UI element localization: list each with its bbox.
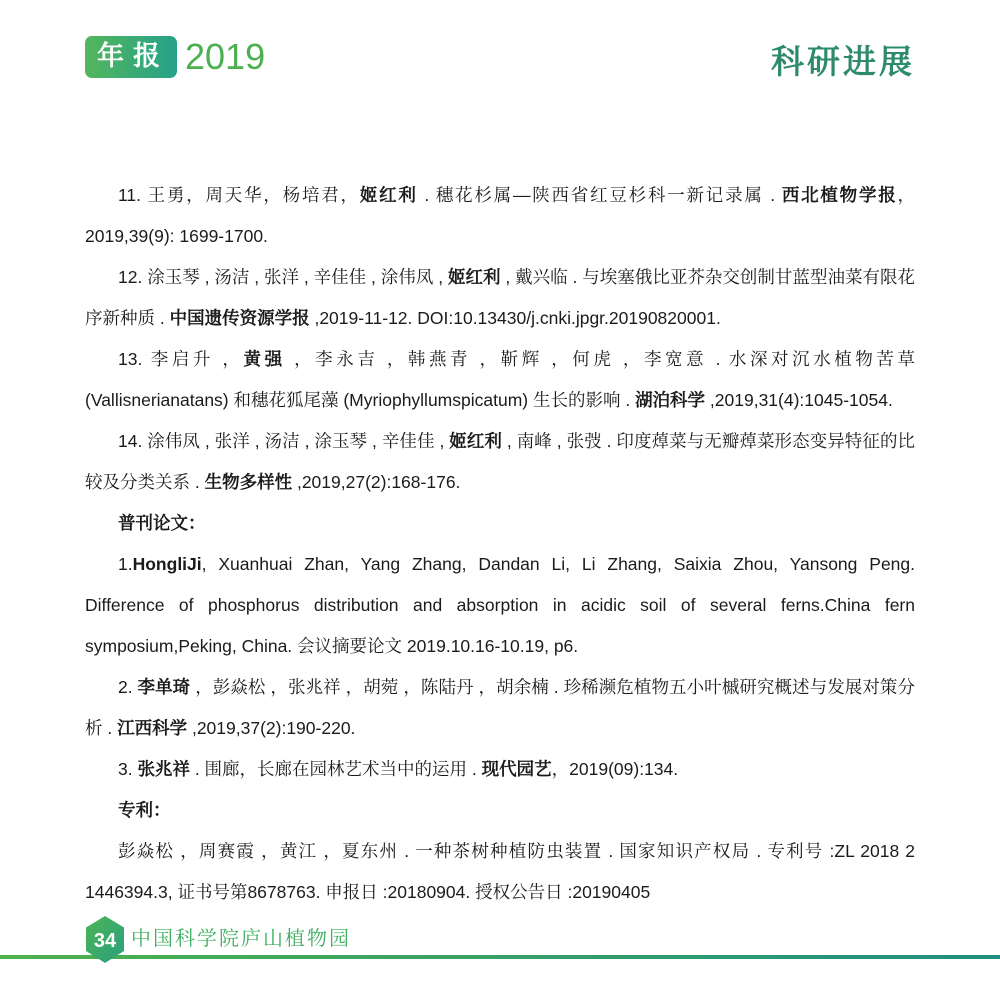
text-segment: ，彭焱松 ，张兆祥 ，胡菀 ，陈陆丹 ，胡余楠 . 珍稀濒危植物五小叶槭研究概述与发展对策分析 . — [85, 677, 915, 738]
text-segment: 13. 李启升 ， — [118, 349, 244, 369]
annual-report-year: 2019 — [185, 36, 266, 77]
bold-text-segment: 中国遗传资源学报 — [169, 308, 310, 328]
pub-entry-12 — [85, 257, 915, 339]
pub-entry-11 — [85, 175, 915, 257]
annual-report-logo — [85, 36, 265, 78]
bold-text-segment: 姬红利 — [447, 267, 501, 287]
text-segment: , Xuanhuai Zhan, Yang Zhang, Dandan Li, Li Zhang, Saixia Zhou, Yansong Peng. Difference of phosphorus distribution and absorption in acidic soil of several ferns.China fern symposium,Peking, China. 会议摘要论文 2019.10.16-10.19, p6. — [85, 554, 915, 656]
organization-name: 中国科学院庐山植物园 — [131, 928, 351, 950]
publications-list — [85, 175, 915, 913]
subsection-heading-patents — [85, 790, 915, 831]
text-segment: 2. — [118, 677, 138, 697]
text-segment: 1. — [118, 554, 133, 574]
bold-text-segment: 现代园艺 — [481, 759, 552, 779]
annual-report-badge: 年报 — [85, 36, 177, 78]
patent-entry — [85, 831, 915, 913]
footer-rule — [0, 955, 1000, 959]
bold-text-segment: 生物多样性 — [204, 472, 293, 492]
bold-text-segment: 湖泊科学 — [635, 390, 706, 410]
text-segment: ,2019,27(2):168-176. — [292, 472, 461, 492]
bold-text-segment: HongliJi — [132, 554, 202, 574]
subsection-heading-general-publications — [85, 503, 915, 544]
page-number-badge — [86, 916, 124, 963]
page-section-title: 科研进展 — [771, 45, 915, 81]
text-segment: ，李永吉 ，韩燕青 ，靳辉 ，何虎 ，李宽意 . 水深对沉水植物苦草 (Vallisnerianatans) 和穗花狐尾藻 (Myriophyllumspicatum) 生长的影响 . — [85, 349, 915, 410]
pub-entry-13 — [85, 339, 915, 421]
bold-text-segment: 张兆祥 — [137, 759, 190, 779]
text-segment: 14. 涂伟凤 , 张洋 , 汤洁 , 涂玉琴 , 辛佳佳 , — [118, 431, 450, 451]
text-segment: . 穗花杉属—陕西省红豆杉科一新记录属 . — [417, 185, 782, 205]
bold-text-segment: 专利： — [118, 800, 171, 820]
text-segment: ,2019,31(4):1045-1054. — [705, 390, 893, 410]
bold-text-segment: 李单琦 — [137, 677, 191, 697]
pub-entry-2 — [85, 667, 915, 749]
bold-text-segment: 西北植物学报 — [781, 185, 898, 205]
bold-text-segment: 姬红利 — [359, 185, 418, 205]
text-segment: , 戴兴临 . 与埃塞俄比亚芥杂交创制甘蓝型油菜有限花序新种质 . — [85, 267, 916, 328]
pub-entry-14 — [85, 421, 915, 503]
text-segment: ， 2019,39(9): 1699-1700. — [85, 185, 916, 246]
bold-text-segment: 黄强 — [243, 349, 286, 369]
pub-entry-1 — [85, 544, 915, 667]
pub-entry-3 — [85, 749, 915, 790]
bold-text-segment: 姬红利 — [449, 431, 502, 451]
bold-text-segment: 江西科学 — [117, 718, 188, 738]
text-segment: 11. 王勇，周天华，杨培君， — [118, 185, 360, 205]
text-segment: 3. — [118, 759, 138, 779]
text-segment: 12. 涂玉琴 , 汤洁 , 张洋 , 辛佳佳 , 涂伟凤 , — [118, 267, 448, 287]
text-segment: ,2019,37(2):190-220. — [187, 718, 356, 738]
page-number: 34 — [93, 930, 117, 952]
text-segment: ，2019(09):134. — [551, 759, 679, 779]
text-segment: 彭焱松 ，周赛霞 ，黄江 ，夏东州 . 一种茶树种植防虫装置 . 国家知识产权局 . 专利号 :ZL 2018 2 1446394.3, 证书号第8678763. 申报日 :20180904. 授权公告日 :20190405 — [85, 841, 915, 902]
bold-text-segment: 普刊论文： — [118, 513, 206, 533]
text-segment: ,2019-11-12. DOI:10.13430/j.cnki.jpgr.20190820001. — [309, 308, 721, 328]
text-segment: , 南峰 , 张弢 . 印度蔊菜与无瓣蔊菜形态变异特征的比较及分类关系 . — [85, 431, 916, 492]
text-segment: . 围廊，长廊在园林艺术当中的运用 . — [189, 759, 482, 779]
